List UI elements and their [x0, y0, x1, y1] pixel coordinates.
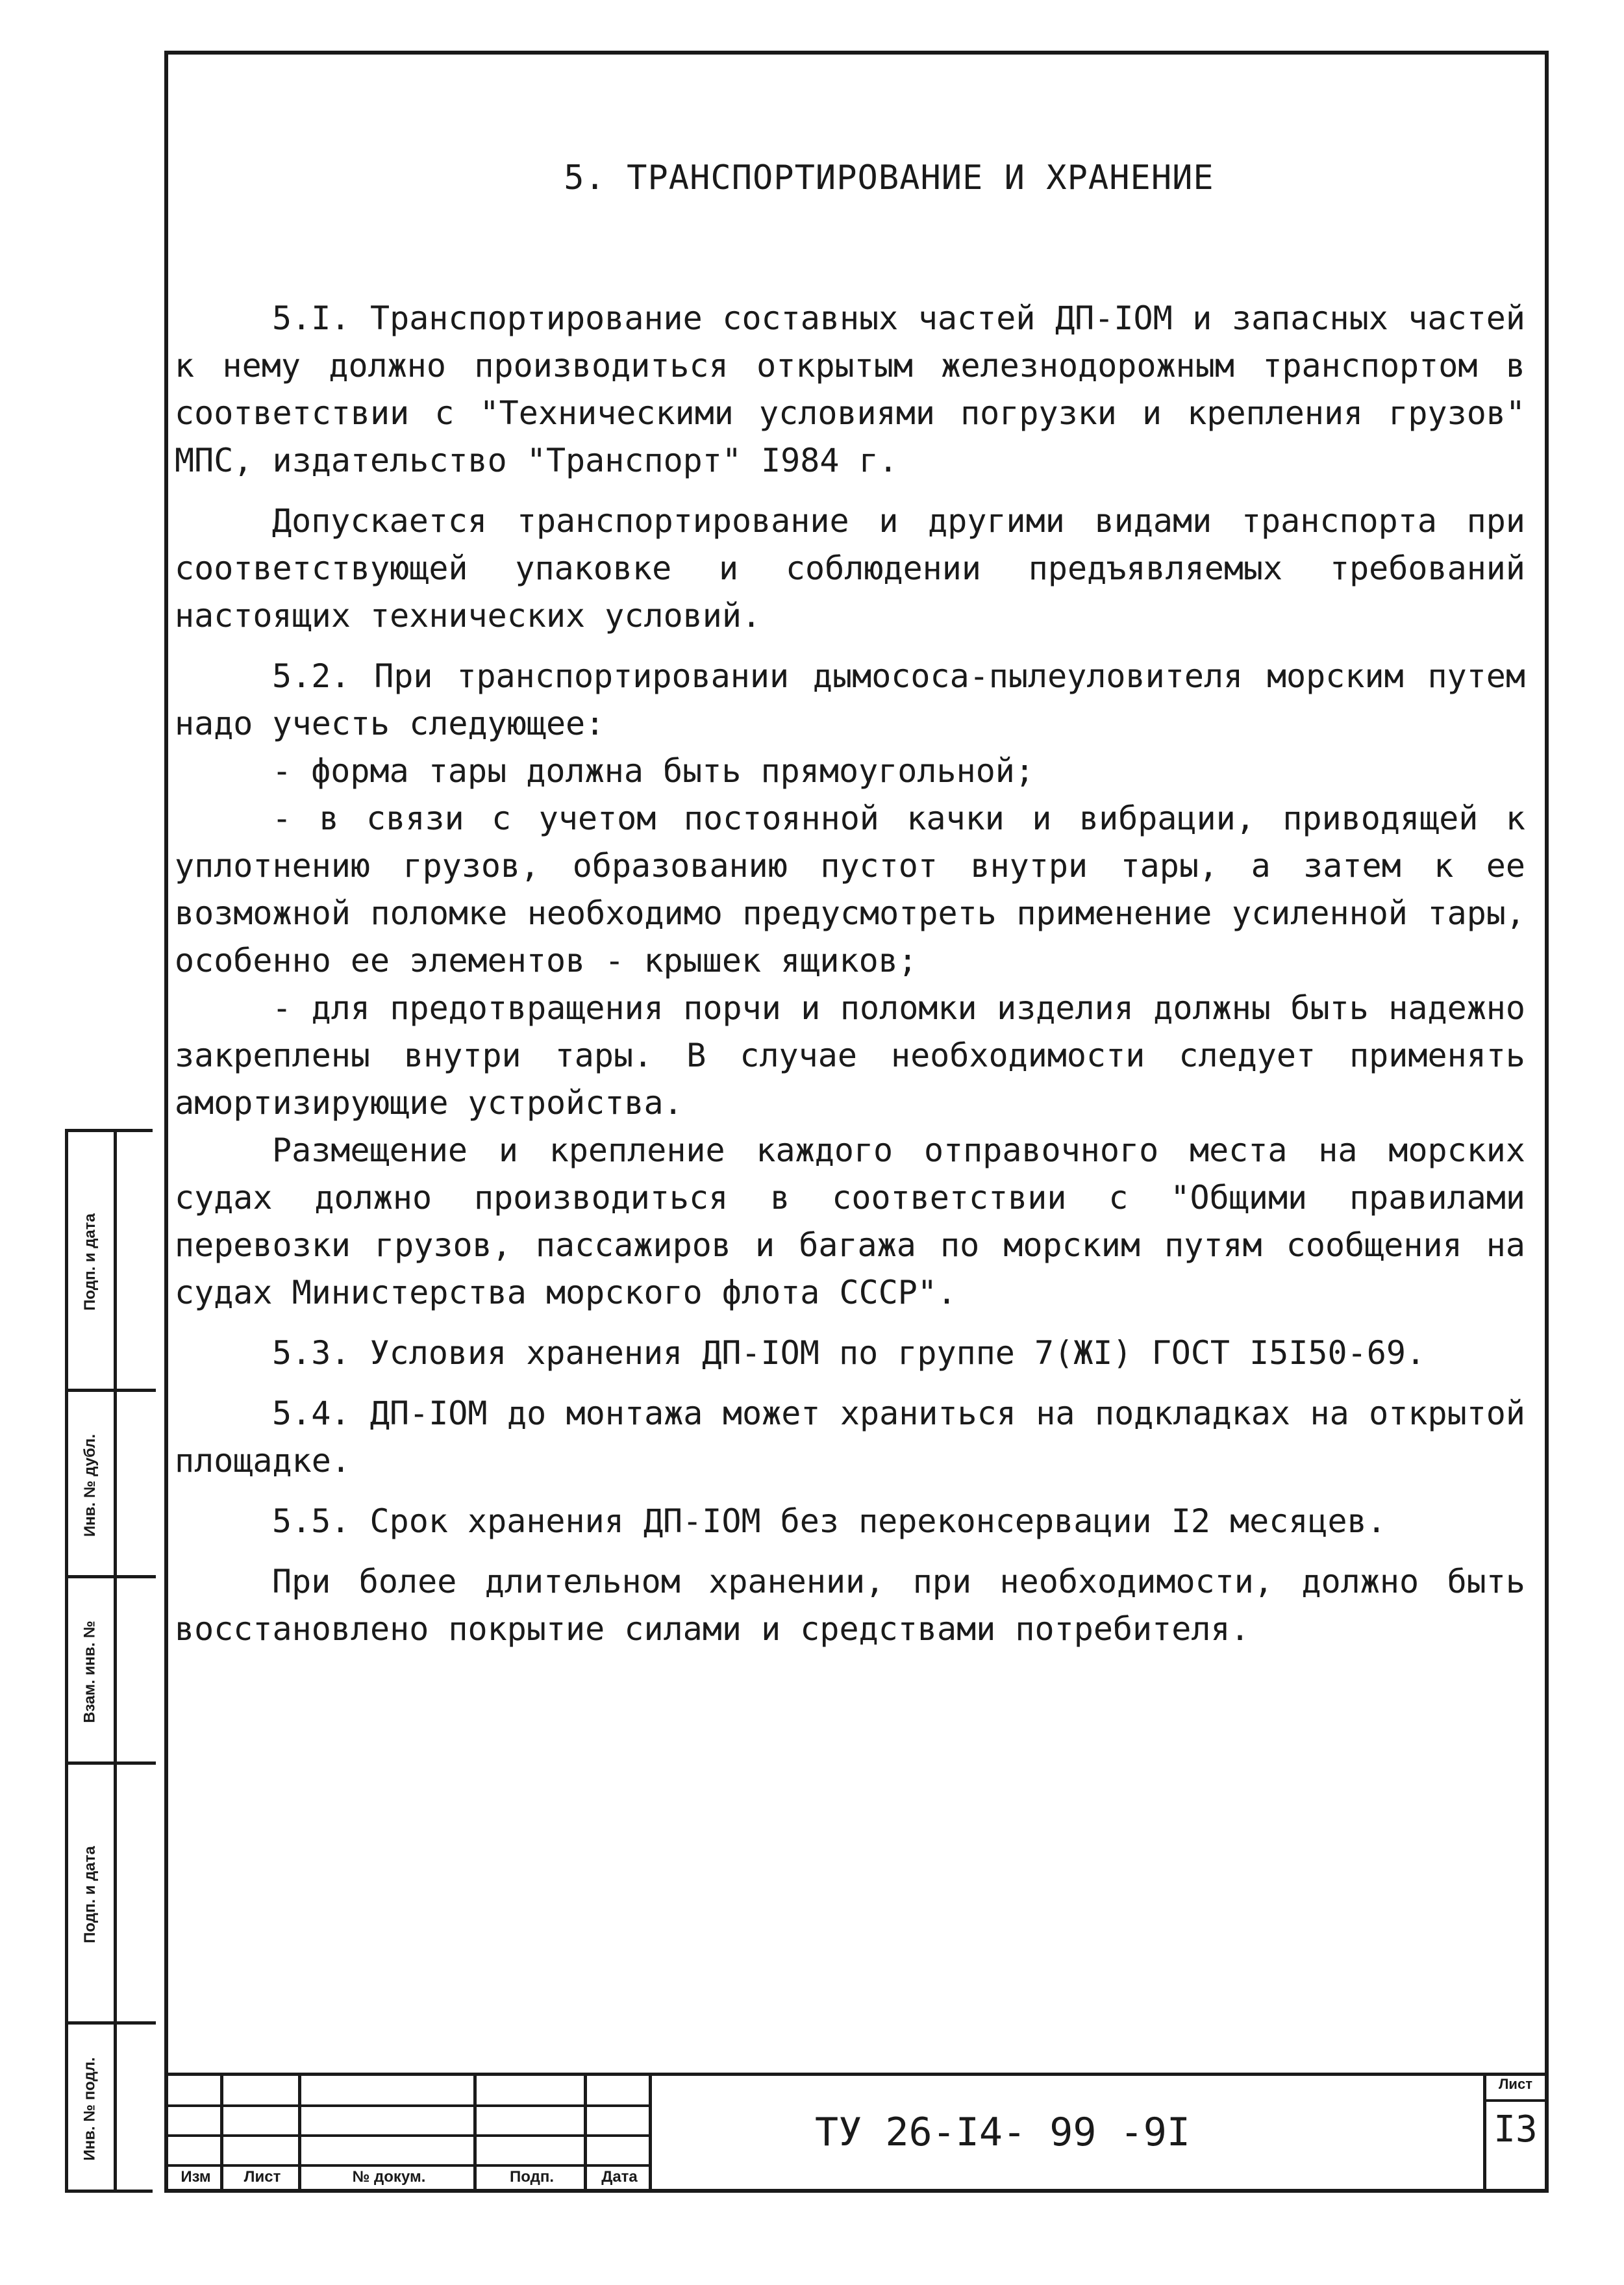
stamp-row-line: [168, 2104, 652, 2107]
stamp-label-data: Дата: [601, 2168, 638, 2186]
stamp-label-podp: Подп.: [510, 2168, 554, 2186]
body-text: [175, 295, 1525, 1666]
paragraph-5-5: 5.5. Срок хранения ДП-IOM без переконсервации I2 месяцев.: [272, 1502, 1386, 1540]
paragraph-transport-other: Допускается транспортирование и другими видами транспорта при соответствующей упаковке и соблюдении предъявляемых требований настоящих технических условий.: [175, 502, 1525, 635]
side-cell: [68, 2025, 156, 2193]
side-label: Подп. и дата: [81, 1846, 99, 1943]
title-block: [168, 2073, 1545, 2189]
side-cell: [68, 1578, 156, 1765]
list-item: - форма тары должна быть прямоугольной;: [272, 752, 1034, 790]
paragraph-5-2: 5.2. При транспортировании дымососа-пылеуловителя морским путем надо учесть следующее:: [175, 657, 1525, 742]
stamp-label-doc: № докум.: [352, 2168, 426, 2186]
list-item: - в связи с учетом постоянной качки и вибрации, приводящей к уплотнению грузов, образованию пустот внутри тары, а затем к ее возможной поломке необходимо предусмотреть применение усиленной тары, особенно ее элементов - крышек ящиков;: [175, 800, 1525, 979]
sheet-box: [1483, 2076, 1545, 2189]
paragraph-placement: Размещение и крепление каждого отправочного места на морских судах должно производиться в соответствии с "Общими правилами перевозки грузов, пассажиров и багажа по морским путям сообщения на судах Министерства морского флота СССР".: [175, 1131, 1525, 1311]
side-label: Инв. № дубл.: [81, 1433, 99, 1537]
document-code: ТУ 26-I4- 99 -9I: [815, 2110, 1190, 2155]
page-frame: [164, 51, 1549, 2193]
side-cell: [68, 1392, 156, 1578]
stamp-label-izm: Изм: [181, 2168, 211, 2186]
side-cell: [68, 1765, 156, 2025]
paragraph-long-storage: При более длительном хранении, при необходимости, должно быть восстановлено покрытие силами и средствами потребителя.: [175, 1563, 1525, 1648]
stamp-row-line: [168, 2164, 652, 2167]
paragraph-5-3: 5.3. Условия хранения ДП-IOM по группе 7(ЖI) ГОСТ I5I50-69.: [272, 1334, 1426, 1372]
side-strip: [65, 1129, 153, 2193]
sheet-number: I3: [1493, 2108, 1538, 2151]
paragraph-5-1: 5.I. Транспортирование составных частей ДП-IOM и запасных частей к нему должно производиться открытым железнодорожным транспортом в соответствии с "Техническими условиями погрузки и крепления грузов" МПС, издательство "Транспорт" I984 г.: [175, 299, 1525, 479]
side-label: Взам. инв. №: [81, 1620, 99, 1723]
side-label: Подп. и дата: [81, 1213, 99, 1311]
side-cell: [68, 1132, 156, 1392]
paragraph-5-4: 5.4. ДП-IOM до монтажа может храниться на подкладках на открытой площадке.: [175, 1395, 1525, 1480]
stamp-label-list: Лист: [244, 2168, 281, 2186]
side-label: Инв. № подл.: [81, 2056, 99, 2161]
section-title: 5. ТРАНСПОРТИРОВАНИЕ И ХРАНЕНИЕ: [564, 158, 1214, 197]
stamp-row-line: [168, 2134, 652, 2137]
list-item: - для предотвращения порчи и поломки изделия должны быть надежно закреплены внутри тары. В случае необходимости следует применять амортизирующие устройства.: [175, 989, 1525, 1122]
sheet-label: Лист: [1486, 2076, 1545, 2102]
